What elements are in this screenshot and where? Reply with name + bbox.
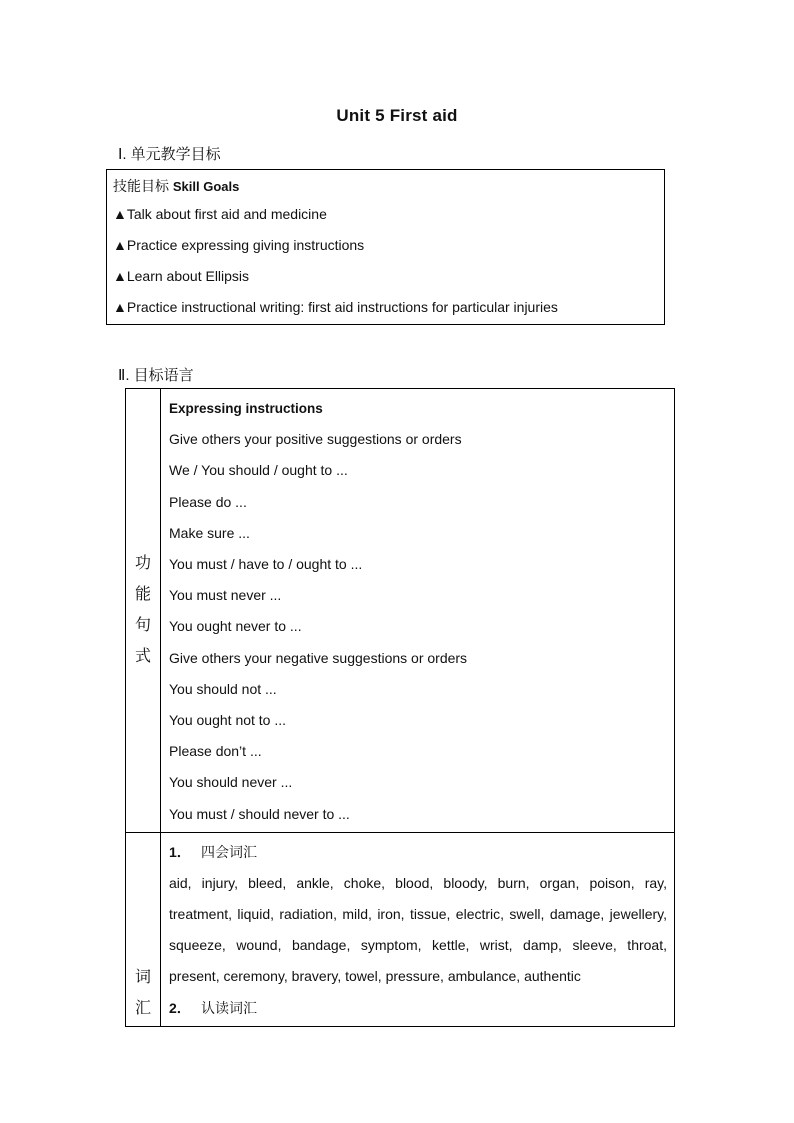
functional-line: You must / should never to ... — [169, 805, 350, 822]
target-language-table — [125, 388, 675, 1027]
skill-goal-item: ▲Talk about first aid and medicine — [113, 206, 327, 222]
skill-goals-title — [113, 174, 664, 199]
functional-line: Please don’t ... — [169, 743, 262, 760]
functional-sentences-row — [126, 389, 675, 833]
functional-line: We / You should / ought to ... — [169, 462, 348, 479]
part-number: 1． — [169, 843, 191, 860]
functional-line: You ought never to ... — [169, 618, 302, 635]
functional-line: Please do ... — [169, 493, 247, 510]
functional-sentences-cell — [161, 389, 675, 833]
side-label-char: 汇 — [134, 999, 151, 1017]
skill-goals-title-cn: 技能目标 — [113, 178, 169, 194]
part-label: 认读词汇 — [201, 999, 257, 1016]
section-numeral: Ⅱ. — [118, 367, 130, 384]
skill-goal-item: ▲Practice expressing giving instructions — [113, 237, 365, 253]
page-title: Unit 5 First aid — [336, 106, 458, 125]
functional-line: You must / have to / ought to ... — [169, 556, 363, 573]
functional-heading: Expressing instructions — [169, 401, 323, 416]
side-label-char: 句 — [134, 617, 151, 635]
skill-goals-title-en: Skill Goals — [172, 179, 240, 194]
section-numeral: Ⅰ. — [118, 146, 127, 163]
functional-line: You should never ... — [169, 774, 293, 791]
part-label: 四会词汇 — [201, 843, 257, 860]
functional-line: Make sure ... — [169, 524, 250, 541]
functional-line: You must never ... — [169, 587, 282, 604]
vocabulary-row — [126, 832, 675, 1026]
side-label-char: 能 — [134, 586, 151, 604]
vocabulary-side-label — [126, 832, 161, 1026]
vocabulary-word-list: aid, injury, bleed, ankle, choke, blood, bloody, burn, organ, poison, ray, treatment, liquid, radiation, mild, iron, tissue, electric, swell, damage, jewellery, squeeze, wound, bandage, symptom, kettle, wrist, damp, sleeve, throat, present, ceremony, bravery, towel, pressure, ambulance, authentic — [169, 874, 667, 985]
skill-goals-box — [106, 169, 665, 325]
skill-goal-item: ▲Practice instructional writing: first aid instructions for particular injuries — [113, 299, 558, 315]
side-label-char: 功 — [134, 555, 151, 573]
vocabulary-cell — [161, 832, 675, 1026]
side-label-char: 式 — [134, 648, 151, 666]
skill-goal-item: ▲Learn about Ellipsis — [113, 268, 250, 284]
functional-line: You should not ... — [169, 680, 277, 697]
functional-line: Give others your negative suggestions or orders — [169, 649, 468, 666]
functional-line: You ought not to ... — [169, 712, 287, 729]
section-heading-teaching-goals — [118, 143, 221, 164]
section-heading-target-language — [118, 364, 194, 385]
vocabulary-part-heading — [169, 993, 667, 1024]
side-label-char: 词 — [134, 968, 151, 986]
part-number: 2． — [169, 999, 191, 1016]
functional-side-label — [126, 389, 161, 833]
functional-line: Give others your positive suggestions or orders — [169, 431, 462, 448]
section-heading-text: 单元教学目标 — [130, 146, 221, 163]
vocabulary-part-heading — [169, 837, 667, 868]
section-heading-text: 目标语言 — [133, 367, 194, 384]
